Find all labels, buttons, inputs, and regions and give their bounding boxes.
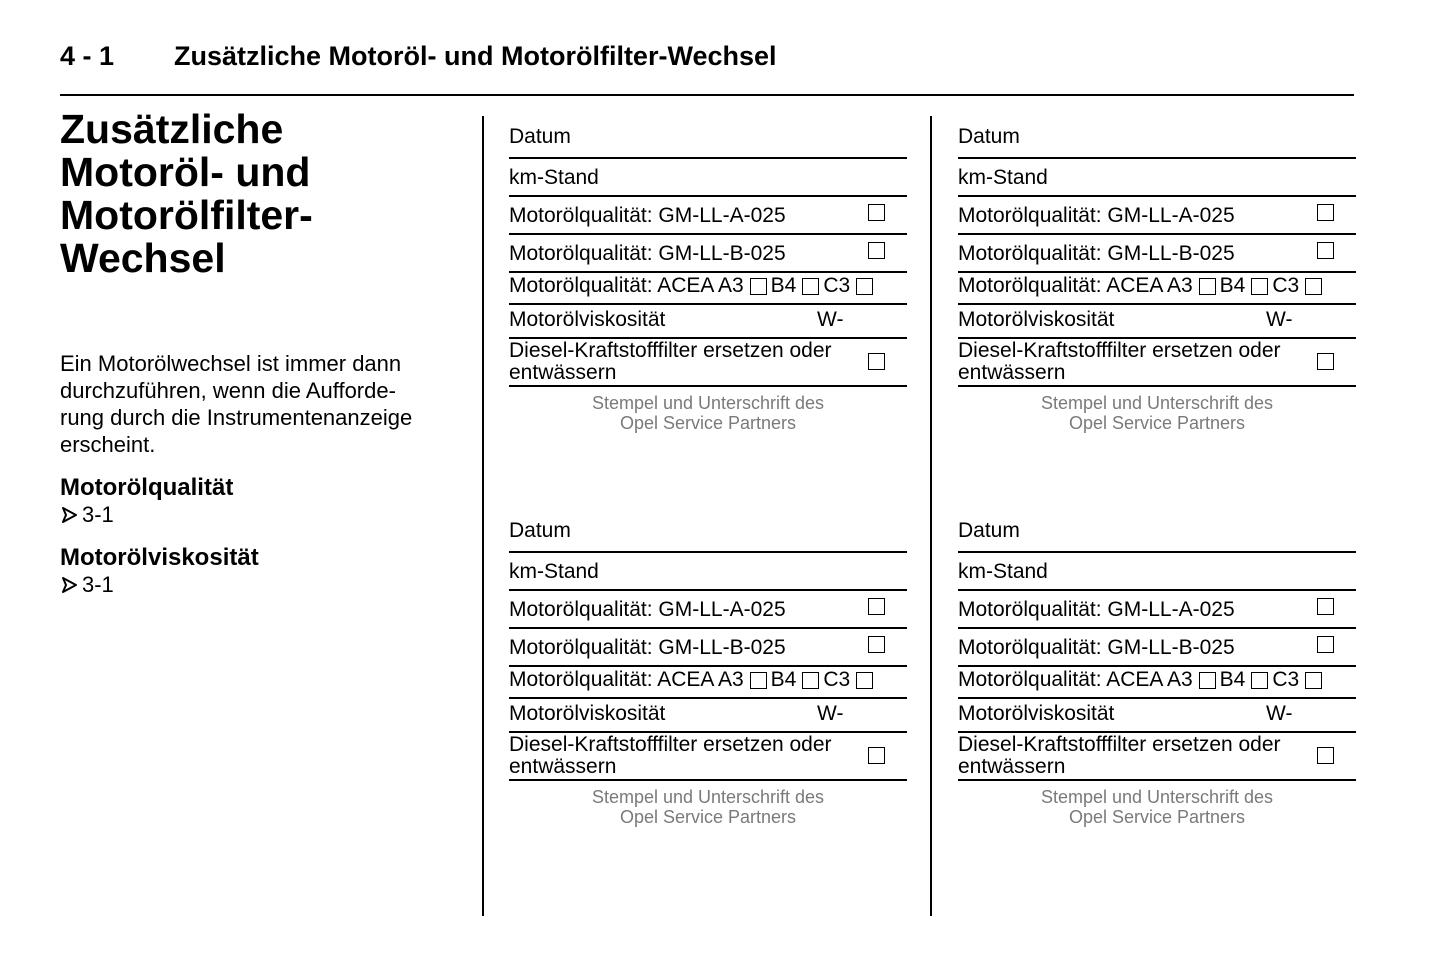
acea-label: Motorölqualität: ACEA A3 (958, 668, 1193, 691)
page-reference-text: 3-1 (82, 572, 114, 597)
mileage-label: km-Stand (509, 166, 599, 189)
stamp-signature-area: Stempel und Unterschrift des Opel Service Partners (1040, 393, 1274, 433)
acea-c3-checkbox[interactable] (1305, 278, 1322, 295)
oil-quality-b-label: Motorölqualität: GM-LL-B-025 (958, 636, 1235, 659)
acea-c3-checkbox[interactable] (856, 672, 873, 689)
oil-quality-a-row (509, 591, 907, 629)
viscosity-label: Motorölviskosität (958, 308, 1115, 331)
acea-b4-label: B4 (1219, 274, 1246, 297)
acea-c3-label: C3 (823, 274, 851, 297)
service-record-card (958, 508, 1356, 827)
mileage-label: km-Stand (958, 166, 1048, 189)
intro-paragraph (60, 350, 460, 458)
diesel-filter-label: Diesel-Kraftstofffilter ersetzen oder entwässern (958, 339, 1281, 384)
acea-b4-checkbox[interactable] (802, 672, 819, 689)
oil-quality-b-checkbox[interactable] (868, 242, 885, 259)
diesel-filter-checkbox[interactable] (868, 747, 885, 764)
acea-a3-checkbox[interactable] (1199, 278, 1216, 295)
oil-quality-a-checkbox[interactable] (868, 598, 885, 615)
arrow-ref-icon (60, 576, 78, 594)
acea-row (958, 273, 1356, 305)
diesel-filter-row (509, 733, 907, 781)
oil-quality-b-label: Motorölqualität: GM-LL-B-025 (509, 242, 786, 265)
section-title (60, 108, 460, 280)
service-record-card (958, 114, 1356, 433)
oil-quality-a-row (958, 591, 1356, 629)
viscosity-field[interactable] (958, 305, 1356, 339)
acea-b4-checkbox[interactable] (1251, 278, 1268, 295)
viscosity-field[interactable] (509, 699, 907, 733)
page-number: 4 - 1 (60, 41, 115, 71)
acea-row (958, 667, 1356, 699)
left-column (60, 108, 460, 598)
acea-a3-checkbox[interactable] (1199, 672, 1216, 689)
arrow-ref-icon (60, 506, 78, 524)
viscosity-w-label: W- (1266, 308, 1293, 331)
intro-line: durchzuführen, wenn die Aufforde- (60, 378, 396, 403)
viscosity-field[interactable] (509, 305, 907, 339)
heading-oil-quality: Motorölqualität (60, 474, 234, 501)
diesel-filter-label: Diesel-Kraftstofffilter ersetzen oder entwässern (509, 733, 832, 778)
column-divider (930, 116, 932, 916)
acea-b4-label: B4 (770, 668, 797, 691)
section-title-line: Motorölfilter- (60, 192, 313, 238)
oil-quality-a-label: Motorölqualität: GM-LL-A-025 (958, 204, 1235, 227)
heading-oil-viscosity: Motorölviskosität (60, 544, 259, 571)
column-divider (482, 116, 484, 916)
acea-b4-checkbox[interactable] (802, 278, 819, 295)
oil-quality-b-checkbox[interactable] (1317, 242, 1334, 259)
oil-quality-b-row (509, 629, 907, 667)
oil-quality-b-checkbox[interactable] (1317, 636, 1334, 653)
page-reference-link[interactable] (60, 572, 460, 598)
acea-label: Motorölqualität: ACEA A3 (509, 274, 744, 297)
mileage-label: km-Stand (509, 560, 599, 583)
mileage-field[interactable] (958, 159, 1356, 197)
oil-quality-a-row (509, 197, 907, 235)
diesel-filter-row (509, 339, 907, 387)
viscosity-label: Motorölviskosität (509, 308, 666, 331)
acea-b4-label: B4 (1219, 668, 1246, 691)
acea-label: Motorölqualität: ACEA A3 (958, 274, 1193, 297)
oil-quality-a-checkbox[interactable] (1317, 598, 1334, 615)
acea-c3-label: C3 (823, 668, 851, 691)
acea-row (509, 273, 907, 305)
section-title-line: Wechsel (60, 235, 226, 281)
viscosity-w-label: W- (817, 308, 844, 331)
intro-line: Ein Motorölwechsel ist immer dann (60, 351, 402, 376)
date-label: Datum (509, 519, 571, 542)
diesel-filter-row (958, 733, 1356, 781)
intro-line: rung durch die Instrumentenanzeige (60, 405, 413, 430)
acea-c3-label: C3 (1272, 668, 1300, 691)
oil-quality-a-checkbox[interactable] (868, 204, 885, 221)
viscosity-label: Motorölviskosität (958, 702, 1115, 725)
acea-a3-checkbox[interactable] (750, 278, 767, 295)
stamp-signature-area: Stempel und Unterschrift des Opel Service Partners (591, 787, 825, 827)
oil-quality-a-label: Motorölqualität: GM-LL-A-025 (509, 598, 786, 621)
acea-c3-checkbox[interactable] (856, 278, 873, 295)
oil-quality-a-label: Motorölqualität: GM-LL-A-025 (958, 598, 1235, 621)
page-header (60, 38, 1354, 96)
viscosity-w-label: W- (1266, 702, 1293, 725)
section-title-line: Zusätzliche (60, 106, 284, 152)
acea-b4-checkbox[interactable] (1251, 672, 1268, 689)
acea-b4-label: B4 (770, 274, 797, 297)
date-label: Datum (509, 125, 571, 148)
date-label: Datum (958, 519, 1020, 542)
acea-c3-label: C3 (1272, 274, 1300, 297)
mileage-label: km-Stand (958, 560, 1048, 583)
service-record-card (509, 114, 907, 433)
page-reference-text: 3-1 (82, 502, 114, 527)
mileage-field[interactable] (509, 159, 907, 197)
oil-quality-b-row (958, 235, 1356, 273)
date-field[interactable] (509, 508, 907, 553)
service-record-card (509, 508, 907, 827)
mileage-field[interactable] (509, 553, 907, 591)
section-title-line: Motoröl- und (60, 149, 311, 195)
viscosity-field[interactable] (958, 699, 1356, 733)
diesel-filter-checkbox[interactable] (1317, 747, 1334, 764)
diesel-filter-label: Diesel-Kraftstofffilter ersetzen oder entwässern (509, 339, 832, 384)
acea-label: Motorölqualität: ACEA A3 (509, 668, 744, 691)
diesel-filter-checkbox[interactable] (1317, 353, 1334, 370)
diesel-filter-row (958, 339, 1356, 387)
date-field[interactable] (509, 114, 907, 159)
date-field[interactable] (958, 114, 1356, 159)
oil-quality-b-checkbox[interactable] (868, 636, 885, 653)
stamp-signature-area: Stempel und Unterschrift des Opel Service Partners (1040, 787, 1274, 827)
acea-a3-checkbox[interactable] (750, 672, 767, 689)
oil-quality-a-row (958, 197, 1356, 235)
date-label: Datum (958, 125, 1020, 148)
oil-quality-b-row (509, 235, 907, 273)
acea-c3-checkbox[interactable] (1305, 672, 1322, 689)
intro-line: erscheint. (60, 432, 156, 457)
diesel-filter-checkbox[interactable] (868, 353, 885, 370)
stamp-signature-area: Stempel und Unterschrift des Opel Service Partners (591, 393, 825, 433)
mileage-field[interactable] (958, 553, 1356, 591)
acea-row (509, 667, 907, 699)
diesel-filter-label: Diesel-Kraftstofffilter ersetzen oder entwässern (958, 733, 1281, 778)
oil-quality-b-label: Motorölqualität: GM-LL-B-025 (958, 242, 1235, 265)
page-header-title: Zusätzliche Motoröl- und Motorölfilter-Wechsel (174, 41, 777, 71)
date-field[interactable] (958, 508, 1356, 553)
viscosity-w-label: W- (817, 702, 844, 725)
page-reference-link[interactable] (60, 502, 460, 528)
oil-quality-a-checkbox[interactable] (1317, 204, 1334, 221)
oil-quality-b-label: Motorölqualität: GM-LL-B-025 (509, 636, 786, 659)
oil-quality-b-row (958, 629, 1356, 667)
viscosity-label: Motorölviskosität (509, 702, 666, 725)
oil-quality-a-label: Motorölqualität: GM-LL-A-025 (509, 204, 786, 227)
